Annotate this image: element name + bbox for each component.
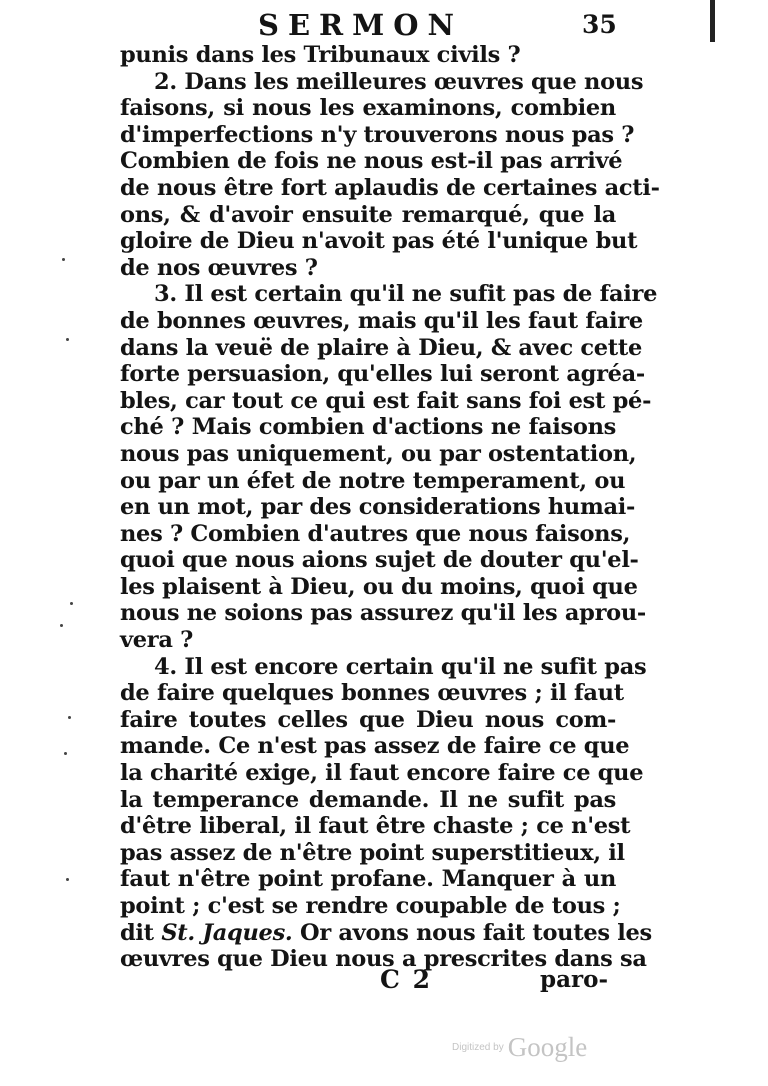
text-line: 3. Il est certain qu'il ne sufit pas de faire (154, 281, 658, 308)
text-line: pas assez de n'être point superstitieux, il (120, 839, 625, 866)
text-line: de bonnes œuvres, mais qu'il les faut faire (120, 307, 643, 334)
text-line: faut n'être point profane. Manquer à un (120, 866, 616, 893)
watermark-brand: Google (507, 1032, 588, 1062)
page-footer (0, 965, 768, 997)
text-line: dans la veuë de plaire à Dieu, & avec cette (120, 334, 642, 361)
text-line: gloire de Dieu n'avoit pas été l'unique but (120, 228, 638, 255)
scan-speck (64, 752, 67, 755)
signature-mark: C 2 (380, 965, 432, 994)
text-line: ou par un éfet de notre temperament, ou (120, 467, 626, 494)
text-line: 2. Dans les meilleures œuvres que nous (154, 68, 644, 95)
text-fragment: Or avons nous fait toutes les (300, 919, 652, 946)
text-line: quoi que nous aions sujet de douter qu'el- (120, 547, 639, 574)
scan-speck (66, 878, 69, 881)
scan-speck (66, 338, 69, 341)
text-line: de nous être fort aplaudis de certaines acti- (120, 174, 660, 201)
scan-speck (60, 624, 63, 627)
running-title: SERMON (258, 8, 464, 42)
text-line: de nos œuvres ? (120, 254, 318, 281)
text-fragment: dit (120, 919, 154, 946)
text-line: faire toutes celles que Dieu nous com- (120, 706, 616, 733)
citation-st-jaques: St. Jaques. (161, 919, 293, 946)
text-line-with-citation (120, 919, 652, 947)
catchword: paro- (540, 966, 608, 993)
text-line: nous pas uniquement, ou par ostentation, (120, 440, 637, 467)
text-line: œuvres que Dieu nous a prescrites dans sa (120, 946, 647, 973)
sermon-text (120, 42, 660, 973)
text-line: mande. Ce n'est pas assez de faire ce que (120, 733, 630, 760)
text-line: forte persuasion, qu'elles lui seront agréa- (120, 361, 645, 388)
text-line: d'imperfections n'y trouverons nous pas ? (120, 121, 635, 148)
scan-speck (70, 602, 73, 605)
text-line: point ; c'est se rendre coupable de tous ; (120, 893, 621, 919)
text-line: d'être liberal, il faut être chaste ; ce n'est (120, 813, 631, 840)
text-line: Combien de fois ne nous est-il pas arrivé (120, 148, 623, 175)
text-line: nous ne soions pas assurez qu'il les aprou- (120, 600, 646, 627)
scan-speck (68, 716, 71, 719)
text-line: nes ? Combien d'autres que nous faisons, (120, 520, 631, 547)
text-line: vera ? (120, 627, 194, 654)
watermark-prefix: Digitized by (452, 1042, 504, 1053)
text-line: la charité exige, il faut encore faire ce que (120, 760, 644, 787)
page-number: 35 (582, 10, 617, 39)
text-line: ché ? Mais combien d'actions ne faisons (120, 414, 616, 441)
text-line: punis dans les Tribunaux civils ? (120, 42, 521, 68)
page-header (0, 8, 768, 42)
scan-speck (62, 258, 65, 261)
text-line: faisons, si nous les examinons, combien (120, 95, 616, 122)
text-line: la temperance demande. Il ne sufit pas (120, 786, 616, 813)
text-line: bles, car tout ce qui est fait sans foi est pé- (120, 387, 652, 414)
text-line: 4. Il est encore certain qu'il ne sufit pas (154, 653, 647, 680)
text-line: ons, & d'avoir ensuite remarqué, que la (120, 201, 616, 228)
text-line: de faire quelques bonnes œuvres ; il faut (120, 680, 624, 707)
text-line: en un mot, par des considerations humai- (120, 494, 636, 521)
text-line: les plaisent à Dieu, ou du moins, quoi que (120, 573, 638, 600)
digitized-watermark (452, 1032, 587, 1063)
